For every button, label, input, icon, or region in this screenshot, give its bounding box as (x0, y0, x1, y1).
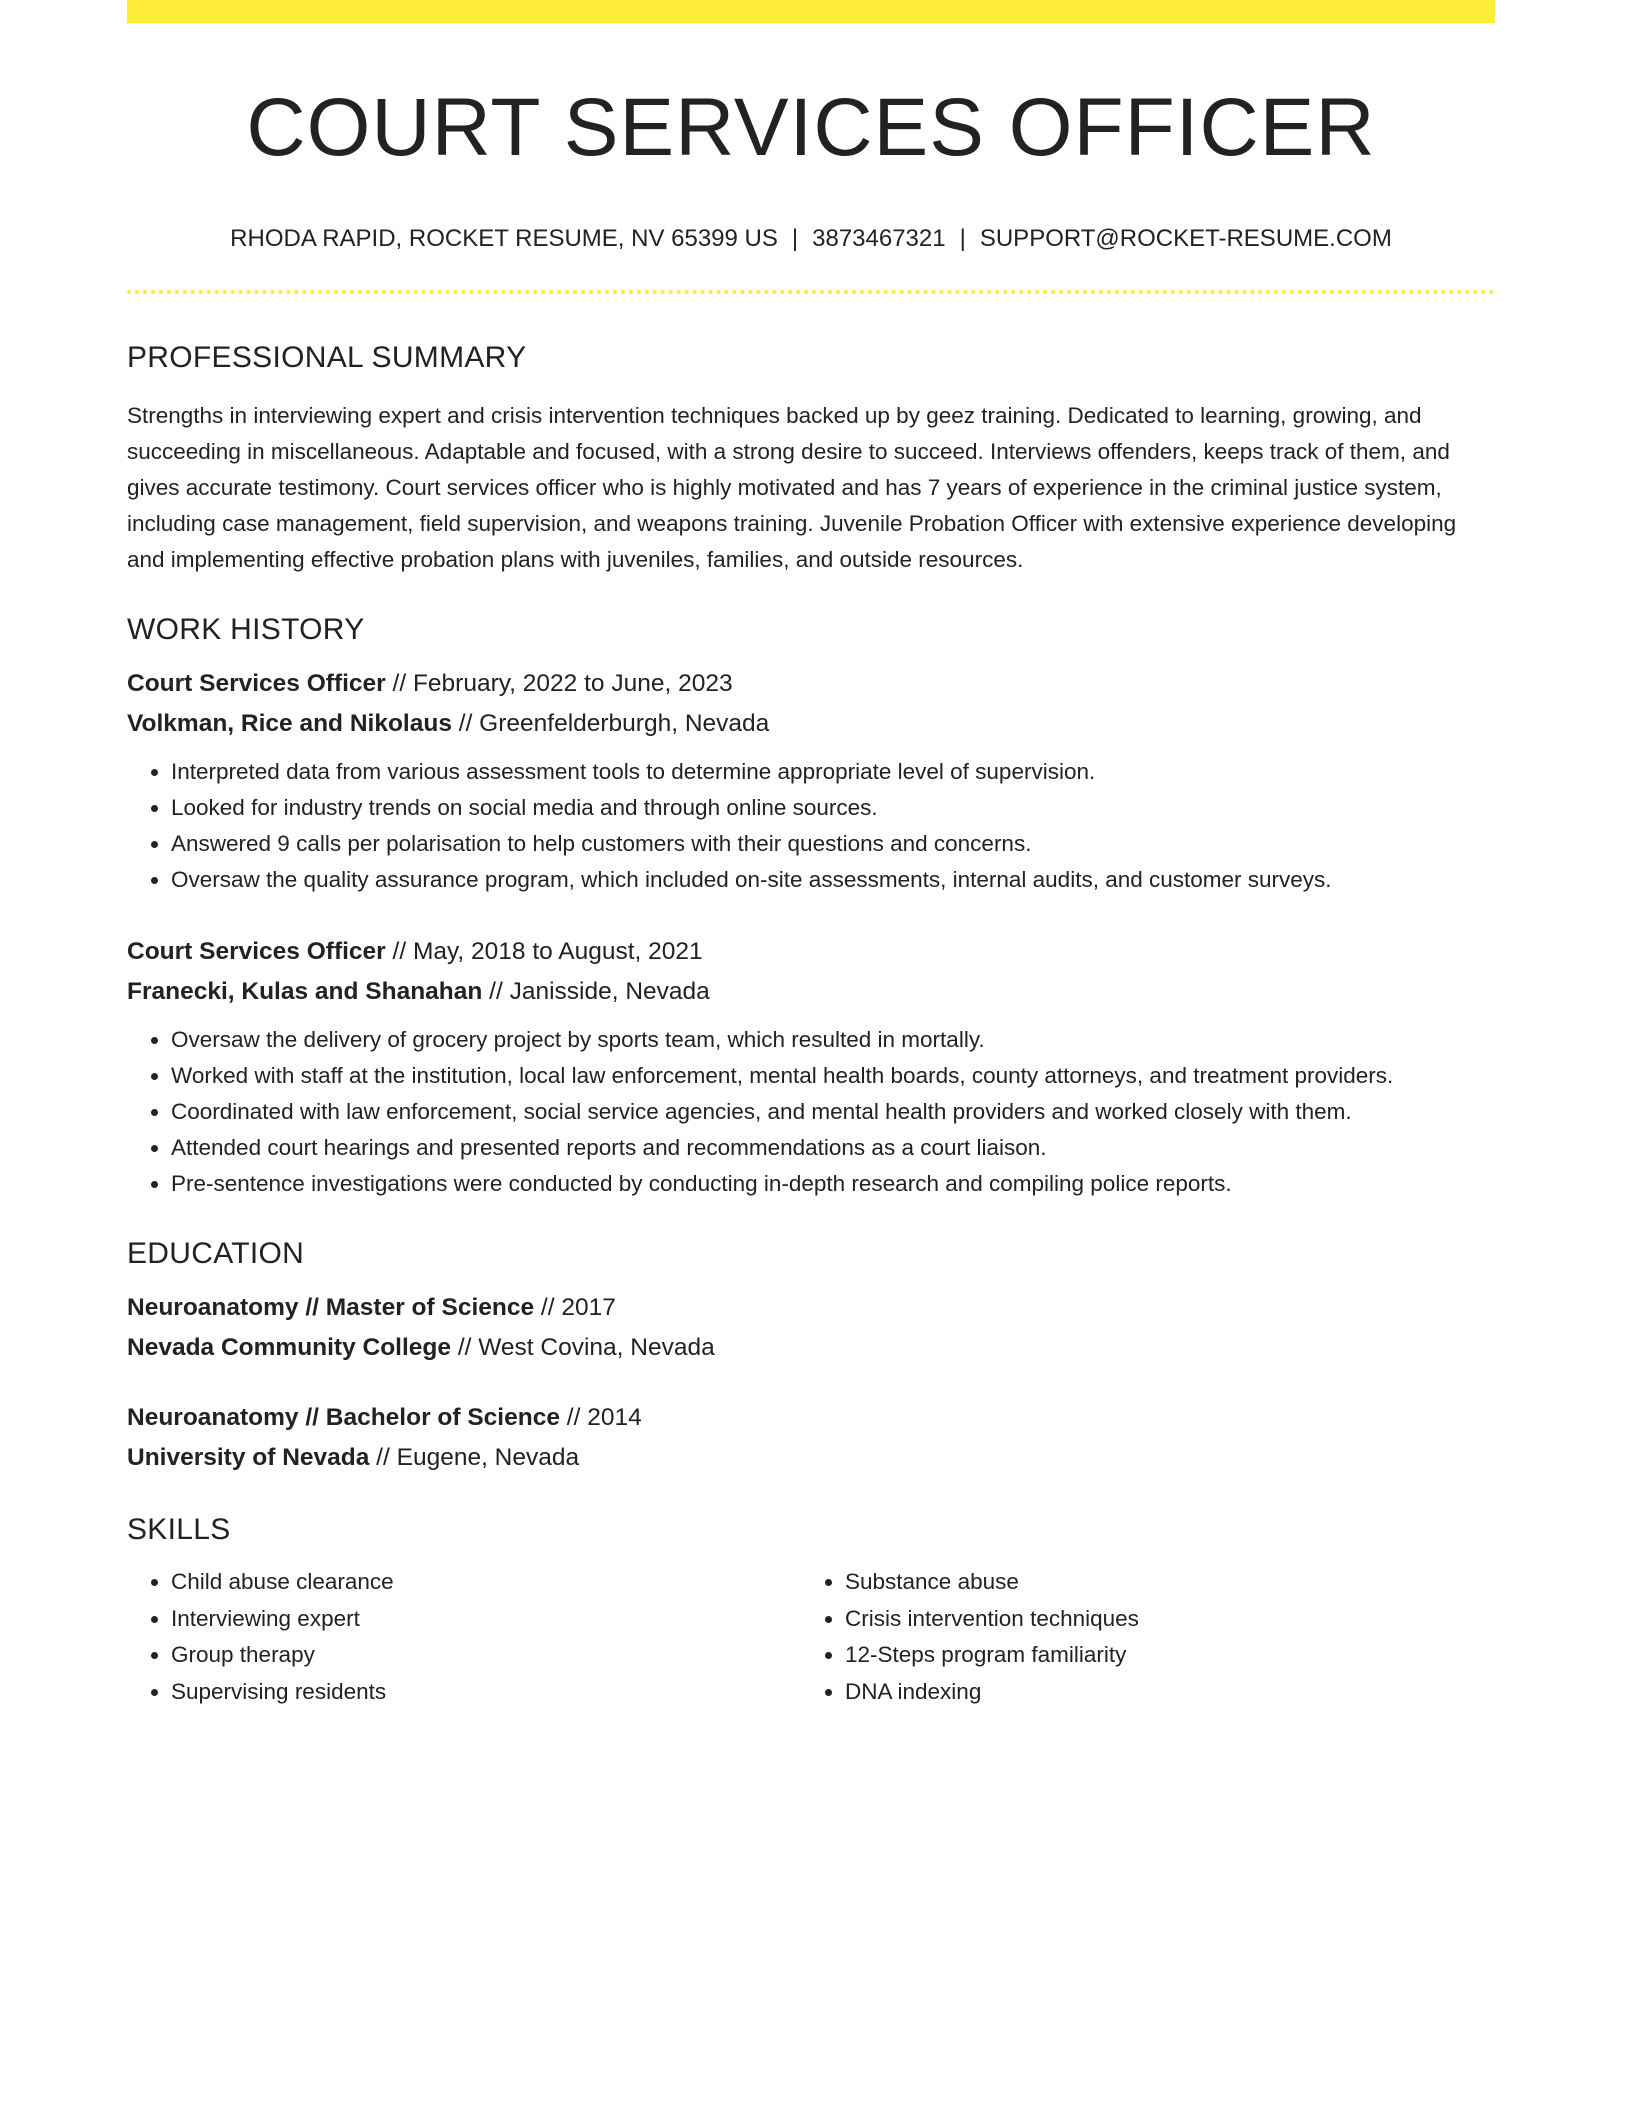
resume-page (127, 0, 1495, 1710)
education-degree: Neuroanatomy // Master of Science (127, 1294, 535, 1322)
contact-address: RHODA RAPID, ROCKET RESUME, NV 65399 US (230, 225, 778, 253)
job-location: // Janisside, Nevada (482, 978, 710, 1006)
education-degree-line (127, 1288, 1495, 1328)
skill-item: • DNA indexing (845, 1674, 1475, 1711)
job-dates: // February, 2022 to June, 2023 (385, 670, 733, 698)
job-bullet: • Pre-sentence investigations were conducted by conducting in-depth research and compiling police reports. (171, 1166, 1495, 1202)
accent-bar (127, 0, 1495, 23)
job-bullet: • Worked with staff at the institution, local law enforcement, mental health boards, county attorneys, and treatment providers. (171, 1058, 1495, 1094)
skills-column-left (127, 1564, 801, 1710)
education-location: // West Covina, Nevada (451, 1334, 715, 1362)
education-school: University of Nevada (127, 1444, 370, 1472)
contact-separator: | (791, 225, 799, 253)
education-location: // Eugene, Nevada (369, 1444, 580, 1472)
job-title-line (127, 664, 1495, 704)
job-title: Court Services Officer (127, 670, 386, 698)
education-degree: Neuroanatomy // Bachelor of Science (127, 1404, 560, 1432)
job-dates: // May, 2018 to August, 2021 (385, 938, 703, 966)
skill-item: • Substance abuse (845, 1564, 1475, 1601)
skill-item: • Supervising residents (171, 1674, 801, 1711)
contact-line (127, 225, 1495, 254)
education-entry (127, 1288, 1495, 1368)
job-bullet: • Oversaw the quality assurance program, which included on-site assessments, internal audits, and customer surveys. (171, 862, 1495, 898)
education-entry (127, 1398, 1495, 1478)
education-school-line (127, 1328, 1495, 1368)
education-school: Nevada Community College (127, 1334, 452, 1362)
skill-item: • 12-Steps program familiarity (845, 1637, 1475, 1674)
job-bullet: • Coordinated with law enforcement, social service agencies, and mental health providers and worked closely with them. (171, 1094, 1495, 1130)
job-company: Franecki, Kulas and Shanahan (127, 978, 483, 1006)
summary-heading: PROFESSIONAL SUMMARY (127, 341, 527, 375)
job-entry (127, 664, 1495, 898)
skill-item: • Crisis intervention techniques (845, 1601, 1475, 1638)
job-company-line (127, 972, 1495, 1012)
job-company-line (127, 704, 1495, 744)
education-heading: EDUCATION (127, 1237, 305, 1271)
contact-email: SUPPORT@ROCKET-RESUME.COM (979, 225, 1392, 253)
job-bullet: • Oversaw the delivery of grocery project by sports team, which resulted in mortally. (171, 1022, 1495, 1058)
job-entry (127, 932, 1495, 1202)
job-bullet: • Interpreted data from various assessment tools to determine appropriate level of supervision. (171, 754, 1495, 790)
job-bullet: • Answered 9 calls per polarisation to help customers with their questions and concerns. (171, 826, 1495, 862)
skill-item: • Interviewing expert (171, 1601, 801, 1638)
education-year: // 2017 (534, 1294, 616, 1322)
contact-phone: 3873467321 (812, 225, 946, 253)
skills-grid (127, 1564, 1495, 1710)
job-bullet: • Looked for industry trends on social media and through online sources. (171, 790, 1495, 826)
skill-item: • Child abuse clearance (171, 1564, 801, 1601)
job-title-line (127, 932, 1495, 972)
skills-column-right (801, 1564, 1475, 1710)
contact-separator: | (959, 225, 966, 253)
resume-title: COURT SERVICES OFFICER (246, 82, 1376, 173)
job-title: Court Services Officer (127, 938, 386, 966)
work-history-heading: WORK HISTORY (127, 613, 365, 647)
summary-text: Strengths in interviewing expert and crisis intervention techniques backed up by geez training. Dedicated to learning, growing, and succeeding in miscellaneous. Adaptable and focused, with a strong desire to succeed. Interviews offenders, keeps track of them, and gives accurate testimony. Court services officer who is highly motivated and has 7 years of experience in the criminal justice system, including case management, field supervision, and weapons training. Juvenile Probation Officer with extensive experience developing and implementing effective probation plans with juveniles, families, and outside resources. (127, 403, 1457, 573)
education-year: // 2014 (559, 1404, 642, 1432)
job-bullets (127, 754, 1495, 898)
job-location: // Greenfelderburgh, Nevada (451, 710, 770, 738)
education-school-line (127, 1438, 1495, 1478)
dotted-divider (127, 290, 1495, 294)
job-company: Volkman, Rice and Nikolaus (127, 710, 452, 738)
job-bullets (127, 1022, 1495, 1202)
job-bullet: • Attended court hearings and presented reports and recommendations as a court liaison. (171, 1130, 1495, 1166)
skills-heading: SKILLS (127, 1513, 231, 1547)
skill-item: • Group therapy (171, 1637, 801, 1674)
education-degree-line (127, 1398, 1495, 1438)
